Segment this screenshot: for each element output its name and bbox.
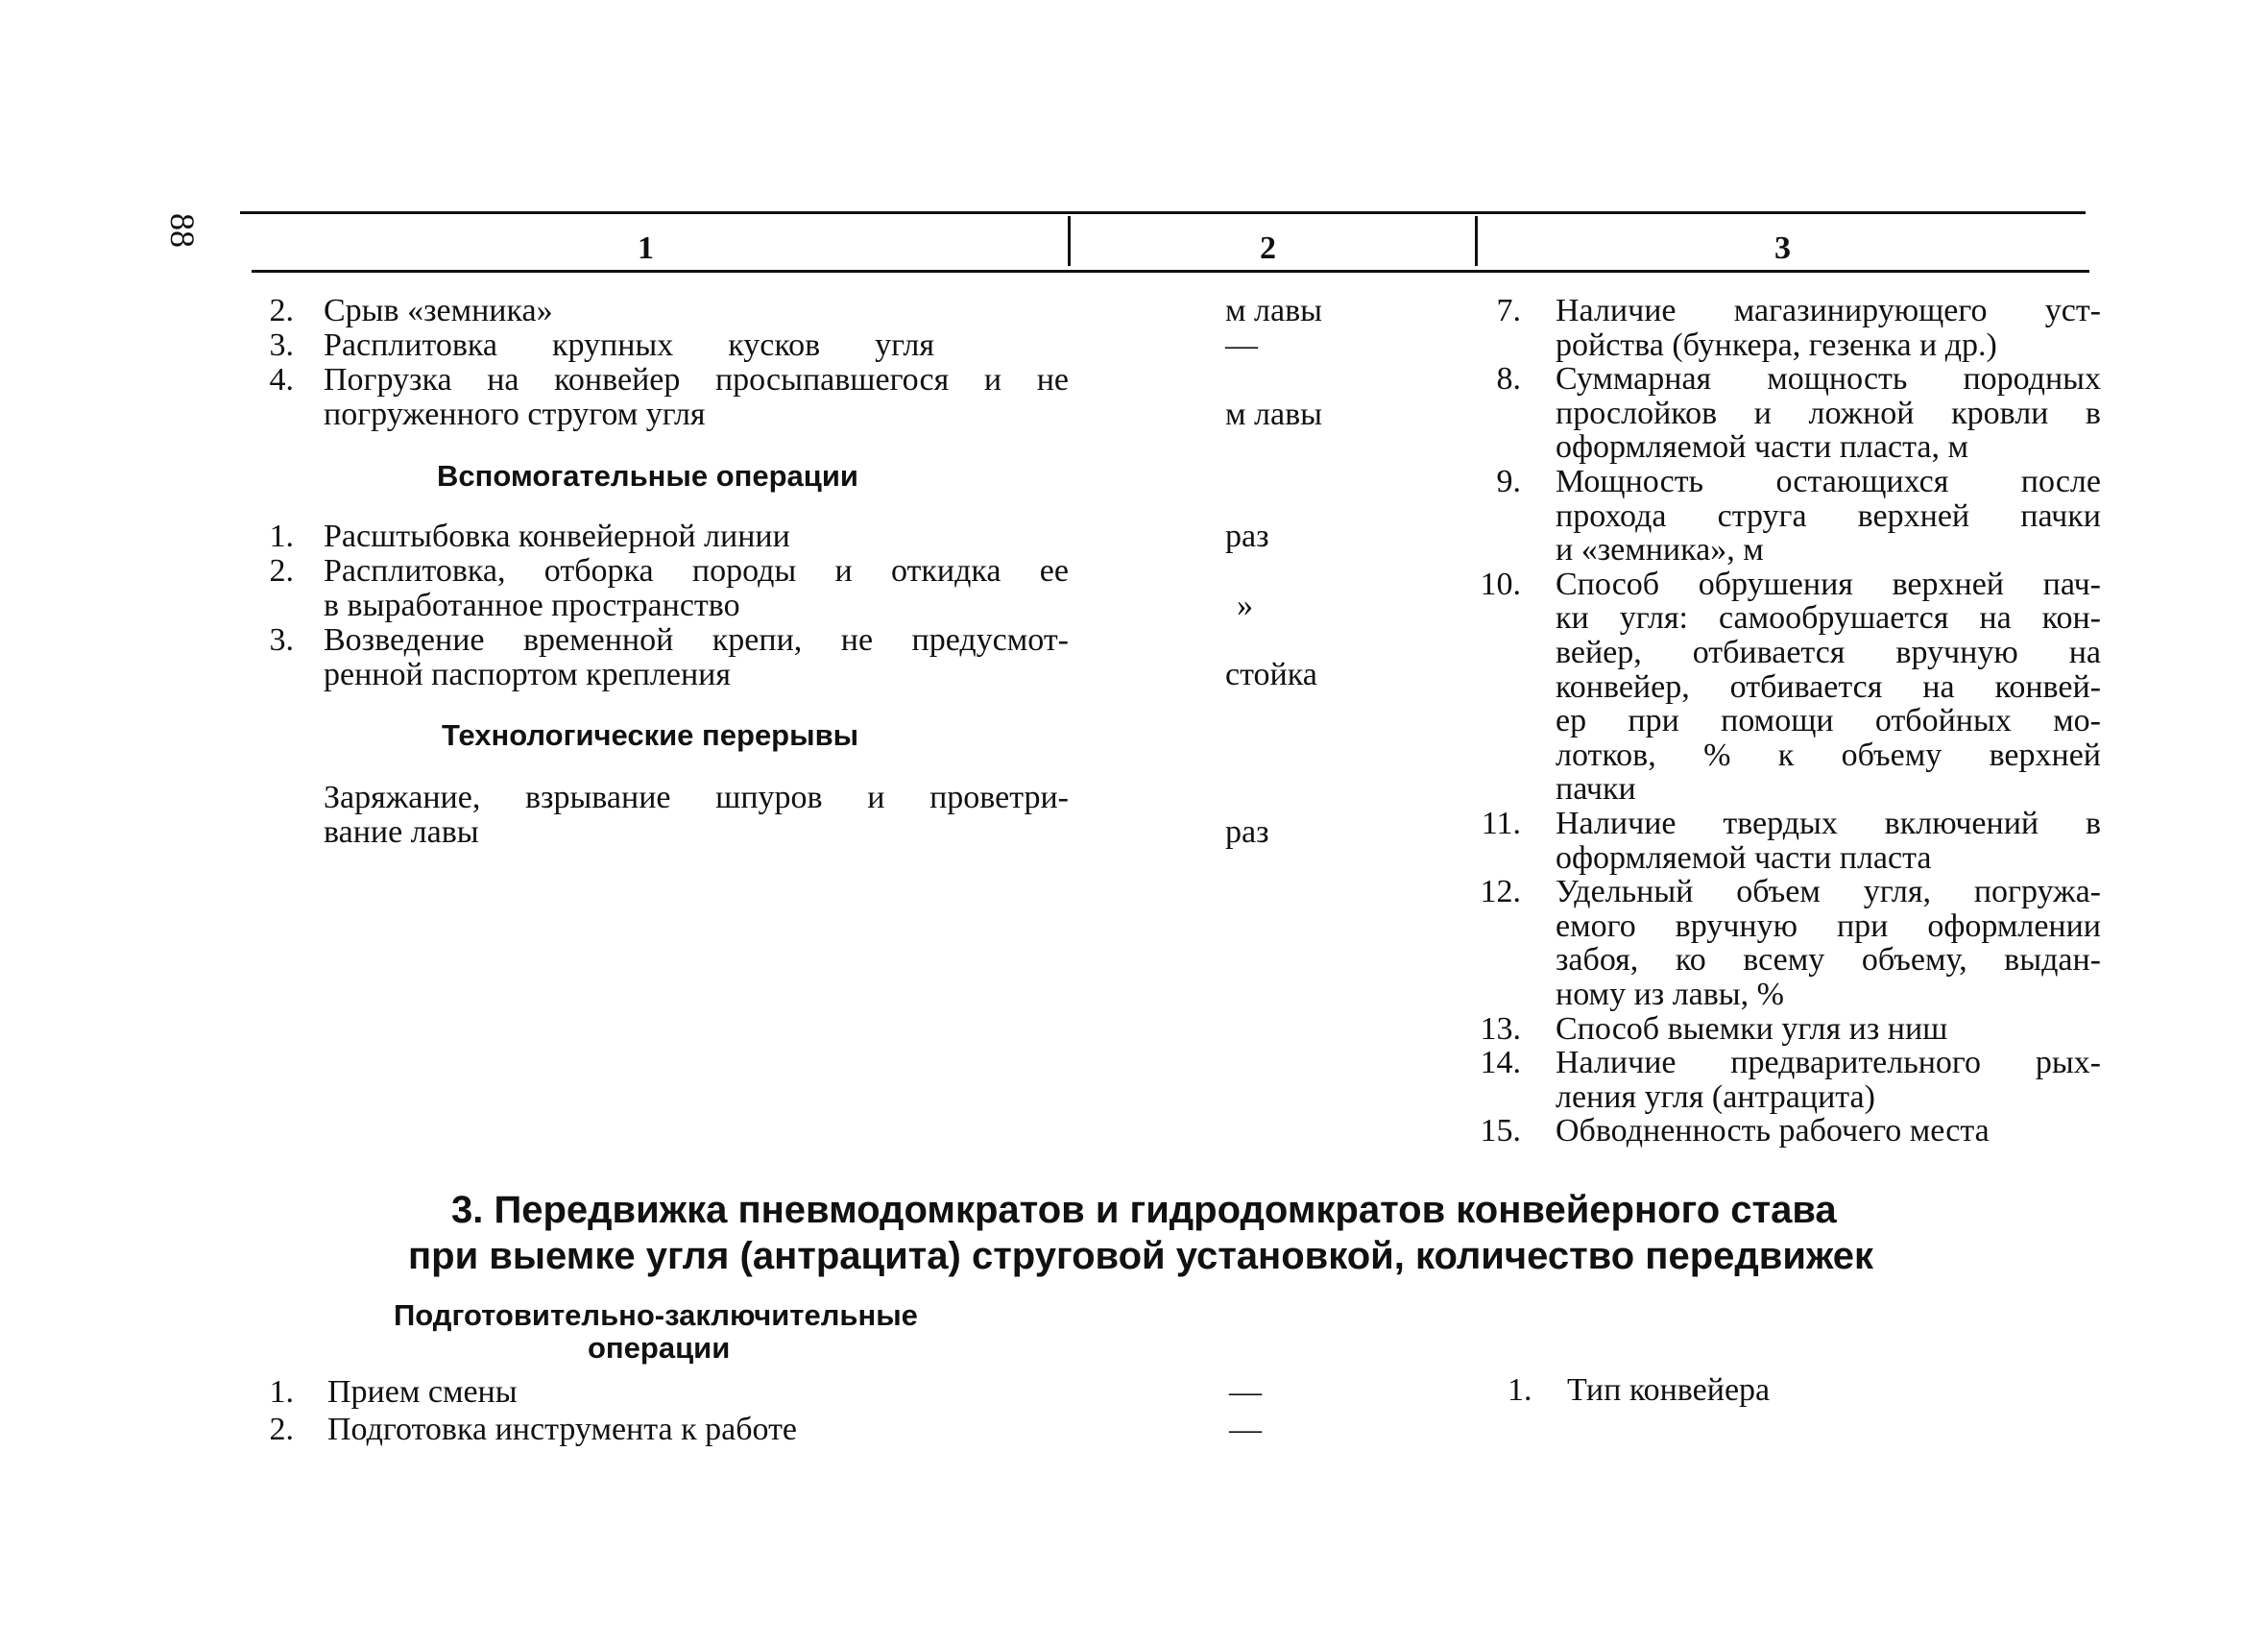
unit-cell: » bbox=[1237, 588, 1253, 623]
list-item-text: Прием смены bbox=[327, 1374, 518, 1410]
unit-cell: м лавы bbox=[1225, 293, 1322, 328]
factor-number: 10. bbox=[1480, 566, 1521, 602]
factor-text-line: Наличие предварительного рых- bbox=[1556, 1045, 2101, 1081]
factor-text-line: конвейер, отбивается на конвей- bbox=[1556, 668, 2101, 705]
factor-text-line: Наличие твердых включений в bbox=[1556, 806, 2101, 841]
factor-text-line: ройства (бункера, гезенка и др.) bbox=[1556, 327, 1997, 363]
factor-text-line: прослойков и ложной кровли в bbox=[1556, 395, 2101, 431]
unit-cell: — bbox=[1229, 1412, 1262, 1447]
unit-cell: раз bbox=[1225, 814, 1269, 850]
list-item-number: 1. bbox=[269, 519, 294, 554]
subheading-prep-line-1: Подготовительно-заключительные bbox=[394, 1298, 918, 1332]
list-item-number: 1. bbox=[269, 1374, 294, 1410]
factor-number: 15. bbox=[1480, 1113, 1521, 1149]
unit-cell: — bbox=[1225, 327, 1258, 363]
factor-text-line: забоя, ко всему объему, выдан- bbox=[1556, 942, 2101, 979]
list-item-number: 3. bbox=[269, 622, 294, 658]
factor-text-line: Наличие магазинирующего уст- bbox=[1556, 293, 2101, 328]
factor-number: 7. bbox=[1496, 293, 1521, 328]
factor-number: 9. bbox=[1496, 464, 1521, 499]
list-item-text: Расплитовка, отборка породы и откидка ее bbox=[324, 553, 1069, 589]
list-item-number: 2. bbox=[269, 553, 294, 589]
header-bottom-rule bbox=[252, 270, 2089, 273]
list-item-text: Подготовка инструмента к работе bbox=[327, 1412, 798, 1447]
column-header-3: 3 bbox=[1774, 230, 1791, 266]
column-header-1: 1 bbox=[638, 230, 654, 266]
unit-cell: раз bbox=[1225, 519, 1269, 554]
factor-text: Тип конвейера bbox=[1567, 1372, 1771, 1408]
list-item-number: 2. bbox=[269, 293, 294, 328]
list-item-text: Заряжание, взрывание шпуров и проветри- bbox=[324, 780, 1069, 815]
list-item-number: 2. bbox=[269, 1412, 294, 1447]
factor-text-line: Удельный объем угля, погружа- bbox=[1556, 874, 2101, 910]
factor-text-line: пачки bbox=[1556, 771, 1636, 808]
factor-text-line: Способ обрушения верхней пач- bbox=[1556, 566, 2101, 602]
subheading-auxiliary: Вспомогательные операции bbox=[437, 459, 858, 493]
section-title-line-1: 3. Передвижка пневмодомкратов и гидродомкратов конвейерного става bbox=[451, 1189, 1837, 1231]
subheading-technological: Технологические перерывы bbox=[442, 718, 859, 752]
unit-cell: — bbox=[1229, 1374, 1262, 1410]
factor-text-line: Обводненность рабочего места bbox=[1556, 1113, 1990, 1149]
subheading-prep-line-2: операции bbox=[588, 1331, 731, 1365]
factor-text-line: ер при помощи отбойных мо- bbox=[1556, 703, 2101, 739]
factor-number: 1. bbox=[1508, 1372, 1532, 1408]
factor-number: 12. bbox=[1480, 874, 1521, 910]
table-top-rule bbox=[240, 211, 2086, 214]
list-item-text: Расштыбовка конвейерной линии bbox=[324, 519, 790, 554]
factor-text-line: прохода струга верхней пачки bbox=[1556, 497, 2101, 534]
factor-text-line: Способ выемки угля из ниш bbox=[1556, 1010, 1948, 1047]
list-item-text: вание лавы bbox=[324, 814, 479, 850]
factor-text-line: ки угля: самообрушается на кон- bbox=[1556, 600, 2101, 637]
factor-number: 8. bbox=[1496, 361, 1521, 398]
factor-text-line: ления угля (антрацита) bbox=[1556, 1078, 1875, 1115]
factor-text-line: емого вручную при оформлении bbox=[1556, 907, 2101, 944]
factor-text-line: лотков, % к объему верхней bbox=[1556, 737, 2101, 773]
list-item-text: Срыв «земника» bbox=[324, 293, 553, 328]
list-item-text: Расплитовка крупных кусков угля bbox=[324, 327, 934, 363]
factor-number: 11. bbox=[1481, 806, 1521, 841]
section-title-line-2: при выемке угля (антрацита) струговой установкой, количество передвижек bbox=[408, 1235, 1874, 1277]
list-item-number: 4. bbox=[269, 362, 294, 398]
list-item-text: погруженного стругом угля bbox=[324, 397, 706, 432]
factor-text-line: вейер, отбивается вручную на bbox=[1556, 635, 2101, 670]
factor-number: 14. bbox=[1480, 1045, 1521, 1081]
list-item-text: ренной паспортом крепления bbox=[324, 657, 731, 692]
header-divider-2 bbox=[1475, 216, 1478, 266]
page-number: 88 bbox=[163, 213, 202, 248]
factor-text-line: Мощность остающихся после bbox=[1556, 464, 2101, 499]
unit-cell: стойка bbox=[1225, 657, 1317, 692]
factor-text-line: оформляемой части пласта bbox=[1556, 839, 1932, 876]
factor-text-line: оформляемой части пласта, м bbox=[1556, 429, 1968, 466]
factor-text-line: ному из лавы, % bbox=[1556, 977, 1784, 1012]
factor-text-line: Суммарная мощность породных bbox=[1556, 361, 2101, 398]
list-item-number: 3. bbox=[269, 327, 294, 363]
list-item-text: в выработанное пространство bbox=[324, 588, 740, 623]
list-item-text: Возведение временной крепи, не предусмот- bbox=[324, 622, 1069, 658]
list-item-text: Погрузка на конвейер просыпавшегося и не bbox=[324, 362, 1069, 398]
unit-cell: м лавы bbox=[1225, 397, 1322, 432]
factor-number: 13. bbox=[1480, 1010, 1521, 1047]
factor-text-line: и «земника», м bbox=[1556, 532, 1764, 568]
header-divider-1 bbox=[1068, 216, 1071, 266]
column-header-2: 2 bbox=[1260, 230, 1276, 266]
